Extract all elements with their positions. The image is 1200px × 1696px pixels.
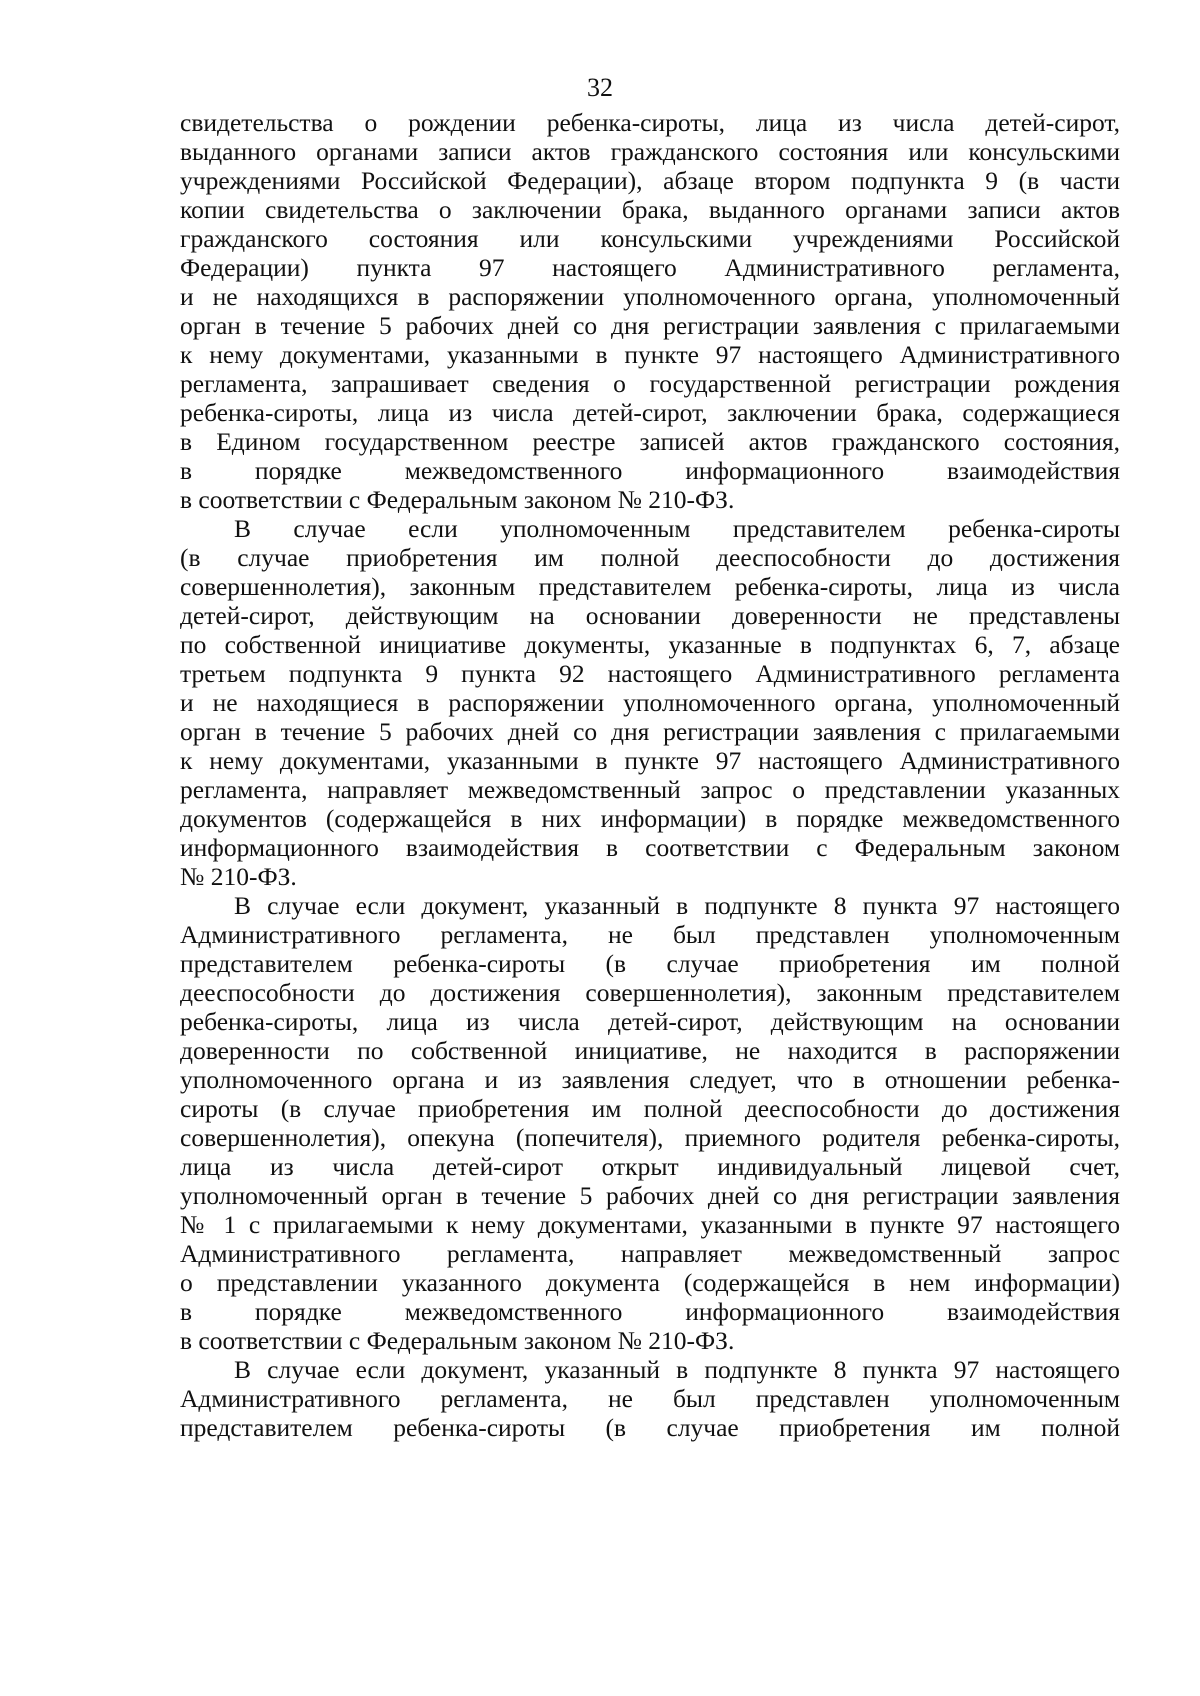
- text-line: по собственной инициативе документы, указанные в подпунктах 6, 7, абзаце: [180, 630, 1120, 659]
- text-line: детей-сирот, действующим на основании доверенности не представлены: [180, 601, 1120, 630]
- text-line: ребенка-сироты, лица из числа детей-сирот, действующим на основании: [180, 1007, 1120, 1036]
- text-line: № 210-ФЗ.: [180, 862, 297, 891]
- text-line: дееспособности до достижения совершеннолетия), законным представителем: [180, 978, 1120, 1007]
- text-line: В случае если документ, указанный в подпункте 8 пункта 97 настоящего: [234, 891, 1120, 920]
- text-line: в порядке межведомственного информационного взаимодействия: [180, 456, 1120, 485]
- text-line: Административного регламента, не был представлен уполномоченным: [180, 920, 1120, 949]
- text-line: Административного регламента, направляет межведомственный запрос: [180, 1239, 1120, 1268]
- text-line: В случае если уполномоченным представителем ребенка-сироты: [234, 514, 1120, 543]
- text-line: копии свидетельства о заключении брака, выданного органами записи актов: [180, 195, 1120, 224]
- text-line: к нему документами, указанными в пункте 97 настоящего Административного: [180, 746, 1120, 775]
- text-line: представителем ребенка-сироты (в случае приобретения им полной: [180, 1413, 1120, 1442]
- text-line: регламента, запрашивает сведения о государственной регистрации рождения: [180, 369, 1120, 398]
- text-line: уполномоченного органа и из заявления следует, что в отношении ребенка-: [180, 1065, 1120, 1094]
- text-line: Административного регламента, не был представлен уполномоченным: [180, 1384, 1120, 1413]
- text-line: гражданского состояния или консульскими учреждениями Российской: [180, 224, 1120, 253]
- text-line: и не находящихся в распоряжении уполномоченного органа, уполномоченный: [180, 282, 1120, 311]
- text-line: сироты (в случае приобретения им полной дееспособности до достижения: [180, 1094, 1120, 1123]
- text-line: в соответствии с Федеральным законом № 210-ФЗ.: [180, 1326, 735, 1355]
- text-line: уполномоченный орган в течение 5 рабочих дней со дня регистрации заявления: [180, 1181, 1120, 1210]
- text-line: представителем ребенка-сироты (в случае приобретения им полной: [180, 949, 1120, 978]
- text-line: орган в течение 5 рабочих дней со дня регистрации заявления с прилагаемыми: [180, 717, 1120, 746]
- text-line: выданного органами записи актов гражданского состояния или консульскими: [180, 137, 1120, 166]
- text-line: лица из числа детей-сирот открыт индивидуальный лицевой счет,: [180, 1152, 1120, 1181]
- text-line: в Едином государственном реестре записей актов гражданского состояния,: [180, 427, 1120, 456]
- text-line: (в случае приобретения им полной дееспособности до достижения: [180, 543, 1120, 572]
- page-number: 32: [587, 73, 613, 102]
- text-line: третьем подпункта 9 пункта 92 настоящего Административного регламента: [180, 659, 1120, 688]
- text-line: свидетельства о рождении ребенка-сироты, лица из числа детей-сирот,: [180, 108, 1120, 137]
- text-line: Федерации) пункта 97 настоящего Административного регламента,: [180, 253, 1120, 282]
- text-line: документов (содержащейся в них информации) в порядке межведомственного: [180, 804, 1120, 833]
- text-line: регламента, направляет межведомственный запрос о представлении указанных: [180, 775, 1120, 804]
- text-line: в порядке межведомственного информационного взаимодействия: [180, 1297, 1120, 1326]
- text-line: доверенности по собственной инициативе, не находится в распоряжении: [180, 1036, 1120, 1065]
- text-line: орган в течение 5 рабочих дней со дня регистрации заявления с прилагаемыми: [180, 311, 1120, 340]
- text-line: в соответствии с Федеральным законом № 210-ФЗ.: [180, 485, 735, 514]
- text-line: совершеннолетия), опекуна (попечителя), приемного родителя ребенка-сироты,: [180, 1123, 1120, 1152]
- text-line: учреждениями Российской Федерации), абзаце втором подпункта 9 (в части: [180, 166, 1120, 195]
- text-line: о представлении указанного документа (содержащейся в нем информации): [180, 1268, 1120, 1297]
- text-line: № 1 с прилагаемыми к нему документами, указанными в пункте 97 настоящего: [180, 1210, 1120, 1239]
- text-line: и не находящиеся в распоряжении уполномоченного органа, уполномоченный: [180, 688, 1120, 717]
- text-line: к нему документами, указанными в пункте 97 настоящего Административного: [180, 340, 1120, 369]
- text-line: информационного взаимодействия в соответствии с Федеральным законом: [180, 833, 1120, 862]
- text-line: ребенка-сироты, лица из числа детей-сирот, заключении брака, содержащиеся: [180, 398, 1120, 427]
- text-line: совершеннолетия), законным представителем ребенка-сироты, лица из числа: [180, 572, 1120, 601]
- text-line: В случае если документ, указанный в подпункте 8 пункта 97 настоящего: [234, 1355, 1120, 1384]
